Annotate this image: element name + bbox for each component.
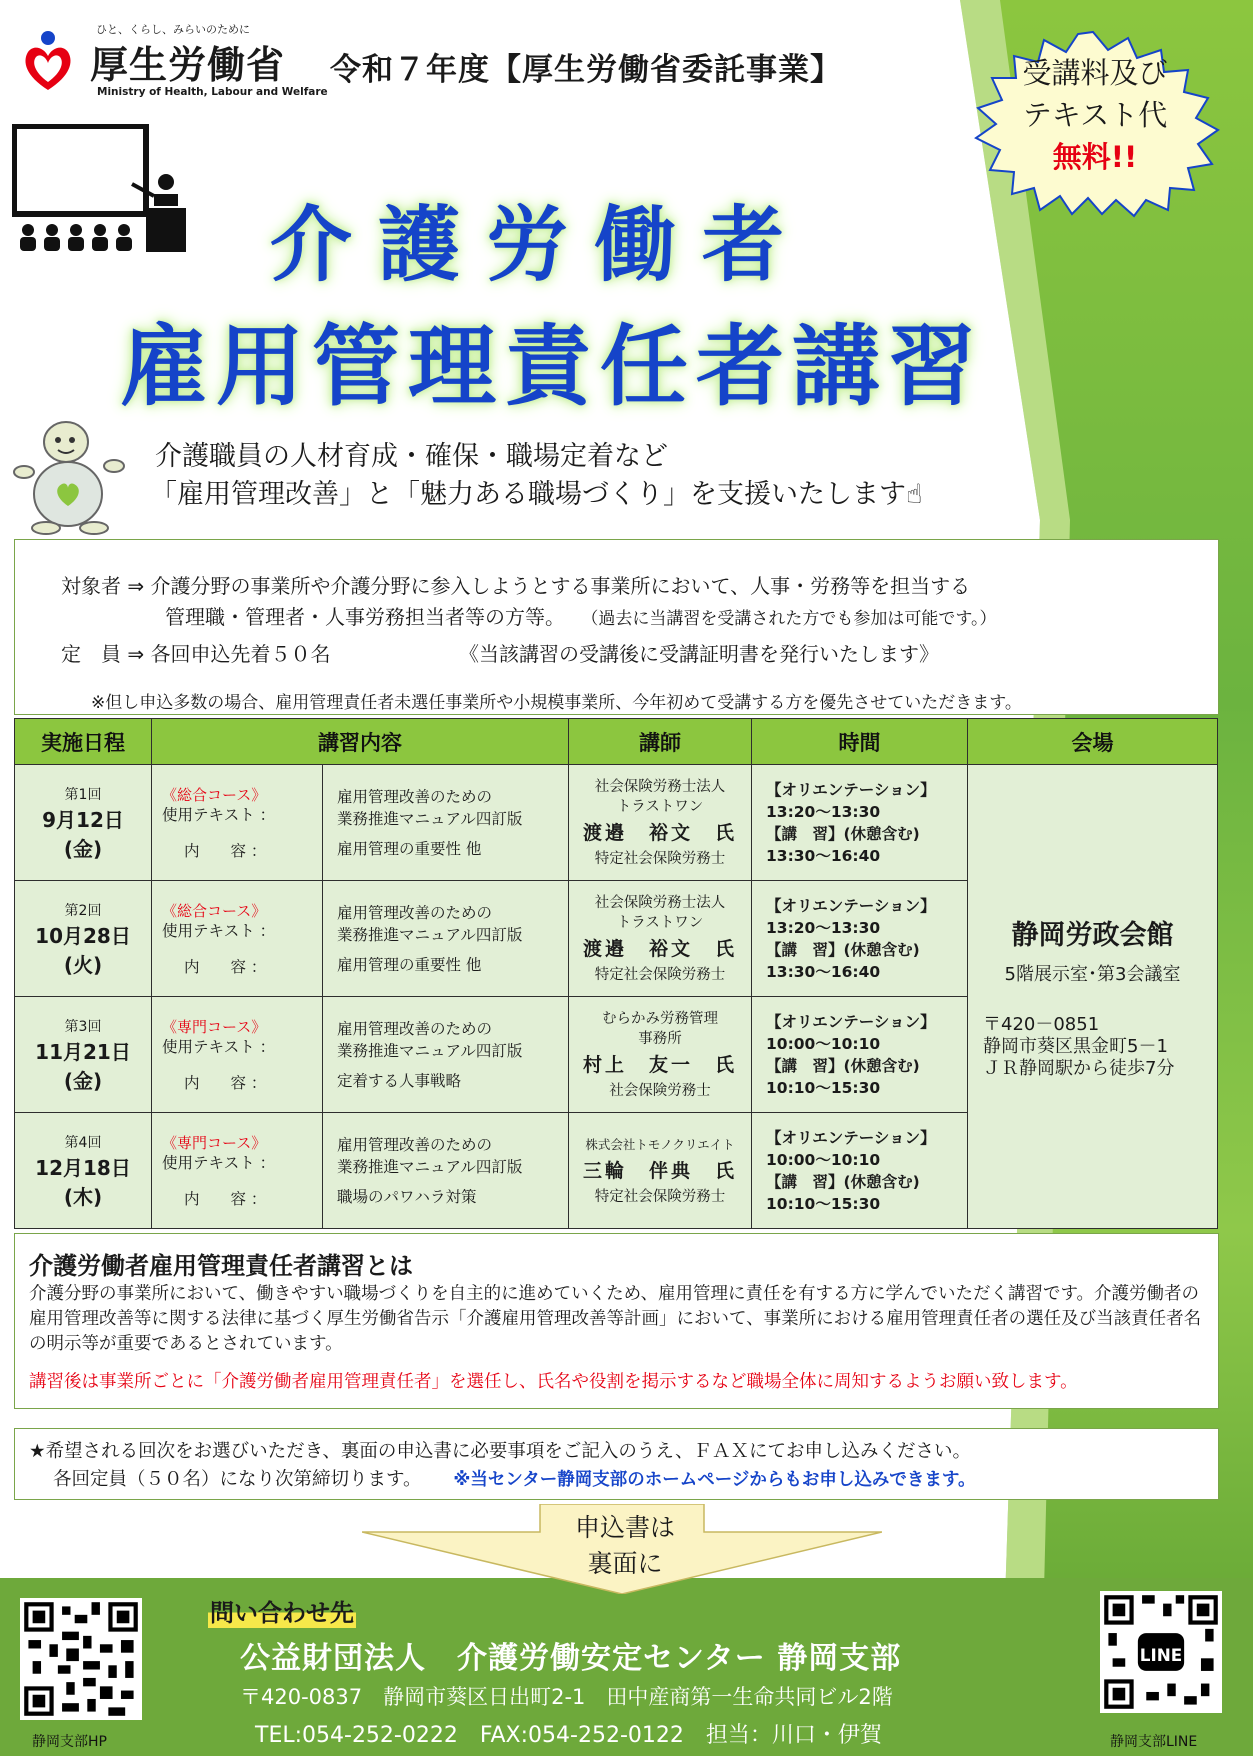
time-lecture: 10:10～15:30 [766,1078,881,1097]
logo-tagline: ひと、くらし、みらいのために [96,23,250,36]
lecturer-org: 社会保険労務士法人 トラストワン [594,894,726,931]
time-orientation-label: 【オリエンテーション】 [766,780,936,799]
text-label: 使用テキスト ： [162,1037,276,1056]
qr-caption-line: 静岡支部LINE [1110,1734,1198,1750]
time-lecture: 10:10～15:30 [766,1194,881,1213]
lecturer-title: 特定社会保険労務士 [594,966,726,983]
header-subtitle: 令和７年度【厚生労働省委託事業】 [330,52,842,88]
free-badge-text [985,52,1205,178]
lecturer-name: 渡邉 裕文 氏 [582,821,737,844]
lecturer-title: 社会保険労務士 [609,1082,711,1099]
session-course-4 [152,1113,323,1229]
text-label: 使用テキスト ： [162,921,276,940]
certificate-note: 《当該講習の受講後に受講証明書を発行いたします》 [459,642,939,666]
session-lecturer-4 [569,1113,752,1229]
contact-heading: 問い合わせ先 [208,1593,356,1628]
badge-free: 無料!! [1052,140,1138,174]
about-heading: 介護労働者雇用管理責任者講習とは [29,1252,413,1280]
lecturer-org: 株式会社トモノクリエイト [585,1136,735,1152]
lecturer-name: 村上 友一 氏 [582,1053,737,1076]
intro-line-2: 「雇用管理改善」と「魅力ある職場づくり」を支援いたします☝ [150,479,923,510]
session-number: 第1回 [64,786,102,803]
apply-box [14,1428,1219,1500]
lecturer-org: 社会保険労務士法人 トラストワン [594,778,726,815]
line-label: LINE [1139,1644,1183,1665]
lecturer-name: 渡邉 裕文 氏 [582,937,737,960]
time-lecture-label: 【講 習】(休憩含む) [766,824,920,843]
session-time-2 [752,881,968,997]
apply-line-1: ★希望される回次をお選びいただき、裏面の申込書に必要事項をご記入のうえ、ＦＡＸにてお申し込みください。 [29,1441,971,1462]
session-course-2 [152,881,323,997]
main-title-line-1: 介護労働者 [270,198,811,293]
content-topic: 定着する人事戦略 [337,1071,462,1090]
venue-address-block [969,1014,1216,1080]
venue-name: 静岡労政会館 [1011,920,1174,951]
course-type: 《総合コース》 [162,785,267,804]
target-line-2 [165,601,997,630]
priority-note: ※但し申込多数の場合、雇用管理責任者未選任事業所や小規模事業所、今年初めて受講する方を優先させていただきます。 [91,693,1022,713]
qr-code-homepage-icon[interactable] [20,1598,142,1720]
qr-caption-homepage: 静岡支部HP [32,1734,107,1750]
session-content-4 [323,1113,569,1229]
qr-code-line-icon[interactable] [1100,1591,1222,1713]
venue-zip: 〒420－0851 [983,1014,1100,1035]
table-row [15,765,1218,881]
turtle-mascot-icon [6,410,136,536]
session-course-1 [152,765,323,881]
text-title: 雇用管理改善のための [337,787,493,806]
contact-organization: 公益財団法人 介護労働安定センター 静岡支部 [240,1641,902,1676]
intro-line-1: 介護職員の人材育成・確保・職場定着など [155,441,668,472]
time-orientation: 10:00～10:10 [766,1034,881,1053]
time-orientation-label: 【オリエンテーション】 [766,1012,936,1031]
session-content-3 [323,997,569,1113]
target-note: （過去に当講習を受講された方でも参加は可能です。） [581,609,997,629]
time-lecture-label: 【講 習】(休憩含む) [766,1056,920,1075]
apply-deadline: 各回定員（５０名）になり次第締切ります。 [53,1469,422,1490]
course-type: 《専門コース》 [162,1133,267,1152]
time-orientation: 13:20～13:30 [766,918,881,937]
session-weekday: (金) [63,1068,103,1093]
text-subtitle: 業務推進マニュアル四訂版 [337,809,523,828]
time-orientation: 13:20～13:30 [766,802,881,821]
text-label: 使用テキスト ： [162,805,276,824]
venue-address: 静岡市葵区黒金町5－1 [983,1036,1168,1057]
venue-access: ＪＲ静岡駅から徒歩7分 [983,1058,1175,1079]
session-weekday: (木) [63,1184,103,1209]
session-number: 第3回 [64,1018,102,1035]
text-title: 雇用管理改善のための [337,1135,493,1154]
session-lecturer-1 [569,765,752,881]
content-label: 内 容 ： [184,957,267,976]
header-lecturer: 講師 [569,719,752,765]
content-label: 内 容 ： [184,1073,267,1092]
arrow-line-1: 申込書は [574,1513,675,1542]
time-lecture: 13:30～16:40 [766,846,881,865]
session-time-1 [752,765,968,881]
target-info-box [14,539,1219,715]
course-type: 《総合コース》 [162,901,267,920]
text-subtitle: 業務推進マニュアル四訂版 [337,1157,523,1176]
content-label: 内 容 ： [184,1189,267,1208]
text-subtitle: 業務推進マニュアル四訂版 [337,1041,523,1060]
time-orientation-label: 【オリエンテーション】 [766,1128,936,1147]
capacity-line: 定 員 ⇒ 各回申込先着５０名 [61,642,331,666]
mhlw-logo-icon [18,28,78,94]
text-label: 使用テキスト ： [162,1153,276,1172]
course-type: 《専門コース》 [162,1017,267,1036]
about-box [14,1233,1219,1409]
lecturer-org: むらかみ労務管理 事務所 [602,1010,718,1047]
session-date-1 [15,765,152,881]
logo-english: Ministry of Health, Labour and Welfare [97,86,328,98]
content-topic: 雇用管理の重要性 他 [337,955,482,974]
session-time-4 [752,1113,968,1229]
session-weekday: (火) [63,952,103,977]
about-body: 介護分野の事業所において、働きやすい職場づくりを自主的に進めていくため、雇用管理に責任を有する方に学んでいただく講習です。介護労働者の雇用管理改善等に関する法律に基づく厚生労働省告示「介護雇用管理改善等計画」において、事業所における雇用管理責任者の選任及び当該責任者名の明示等が重要であるとされています。 [29,1284,1202,1354]
badge-line-1: 受講料及び [1022,56,1168,90]
about-notice: 講習後は事業所ごとに「介護労働者雇用管理責任者」を選任し、氏名や役割を掲示するなど職場全体に周知するようお願い致します。 [29,1372,1078,1392]
text-title: 雇用管理改善のための [337,903,493,922]
header-date: 実施日程 [15,719,152,765]
session-lecturer-2 [569,881,752,997]
main-title-line-2: 雇用管理責任者講習 [120,315,985,418]
content-topic: 雇用管理の重要性 他 [337,839,482,858]
header-venue: 会場 [968,719,1218,765]
logo-name: 厚生労働省 [90,43,286,87]
session-date: 12月18日 [35,1155,131,1180]
time-orientation: 10:00～10:10 [766,1150,881,1169]
lecture-icon [12,124,202,254]
session-lecturer-3 [569,997,752,1113]
session-date: 10月28日 [35,923,131,948]
session-date-4 [15,1113,152,1229]
session-time-3 [752,997,968,1113]
text-title: 雇用管理改善のための [337,1019,493,1038]
badge-line-2: テキスト代 [1022,98,1168,132]
venue-room: 5階展示室･第3会議室 [1004,964,1181,985]
target-line-1: 対象者 ⇒ 介護分野の事業所や介護分野に参入しようとする事業所において、人事・労務等を担当する [61,574,971,598]
apply-web-note: ※当センター静岡支部のホームページからもお申し込みできます。 [453,1470,976,1490]
target-line-2-text: 管理職・管理者・人事労務担当者等の方等。 [165,605,565,629]
header-content: 講習内容 [152,719,569,765]
text-subtitle: 業務推進マニュアル四訂版 [337,925,523,944]
arrow-text [540,1510,710,1582]
session-date: 11月21日 [35,1039,131,1064]
session-number: 第4回 [64,1134,102,1151]
time-lecture-label: 【講 習】(休憩含む) [766,940,920,959]
session-course-3 [152,997,323,1113]
venue-cell [968,765,1218,1229]
session-date: 9月12日 [42,807,124,832]
lecturer-title: 特定社会保険労務士 [594,850,726,867]
schedule-table [14,718,1218,1229]
lecturer-title: 特定社会保険労務士 [594,1188,726,1205]
lecturer-name: 三輪 伴典 氏 [582,1159,737,1182]
arrow-line-2: 裏面に [587,1549,663,1578]
time-lecture: 13:30～16:40 [766,962,881,981]
session-number: 第2回 [64,902,102,919]
session-weekday: (金) [63,836,103,861]
header-time: 時間 [752,719,968,765]
session-date-3 [15,997,152,1113]
time-orientation-label: 【オリエンテーション】 [766,896,936,915]
content-label: 内 容 ： [184,841,267,860]
session-content-1 [323,765,569,881]
contact-phone-fax: TEL:054-252-0222 FAX:054-252-0122 担当：川口・伊賀 [255,1723,882,1748]
session-date-2 [15,881,152,997]
content-topic: 職場のパワハラ対策 [337,1187,477,1206]
session-content-2 [323,881,569,997]
time-lecture-label: 【講 習】(休憩含む) [766,1172,920,1191]
apply-line-2 [53,1465,975,1491]
contact-address: 〒420-0837 静岡市葵区日出町2-1 田中産商第一生命共同ビル2階 [240,1685,893,1709]
